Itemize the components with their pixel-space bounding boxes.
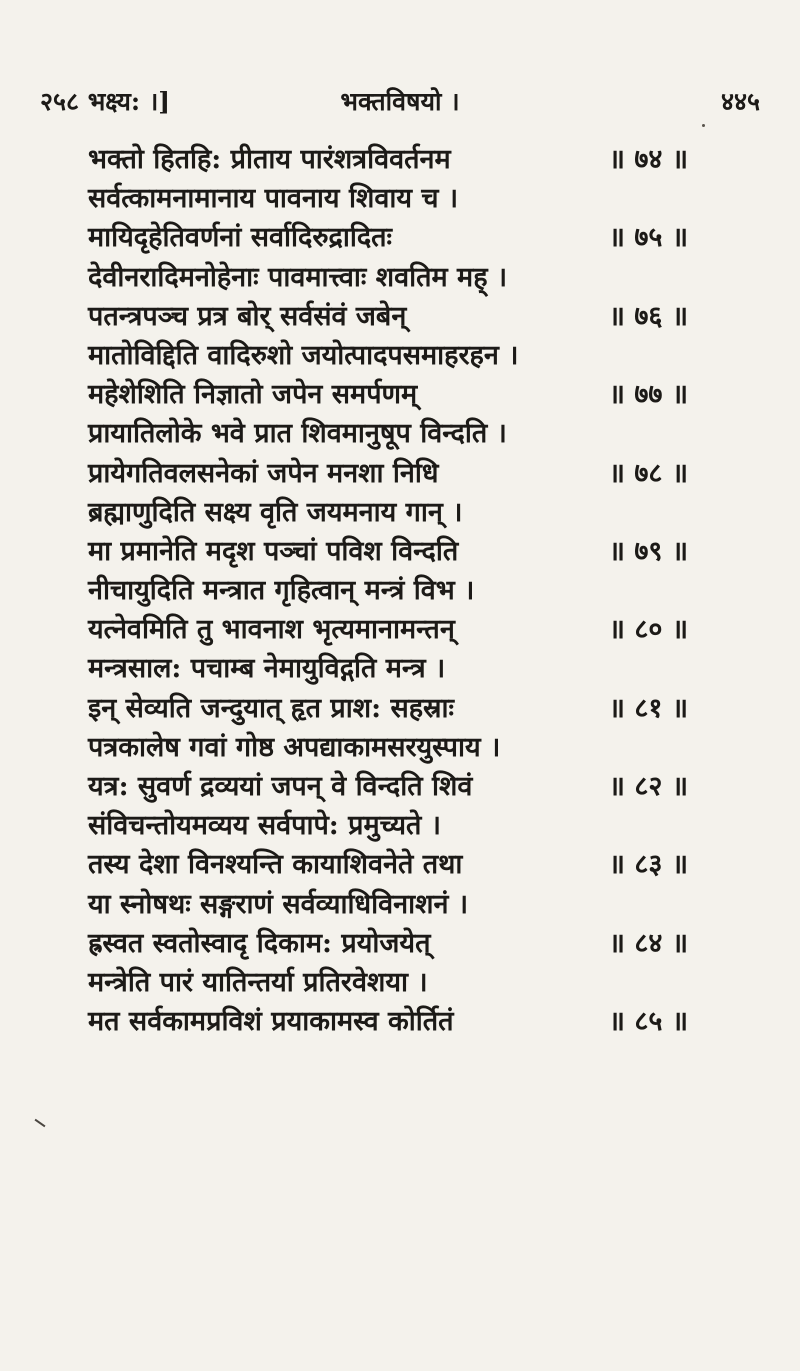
- verse-line: [88, 728, 688, 767]
- verse-number: ॥ ७४ ॥: [608, 144, 688, 175]
- verse-text: सर्वत्कामनामानाय पावनाय शिवाय च ।: [88, 183, 459, 215]
- verse-text: भक्तो हितहि: प्रीताय पारंशत्रविवर्तनम: [88, 144, 451, 175]
- verse-number: ॥ ८५ ॥: [608, 1006, 688, 1038]
- verse-text: पतन्त्रपञ्च प्रत्र बोर् सर्वसंवं जबेन्: [88, 300, 407, 332]
- verse-text: मा प्रमानेति मदृश पञ्चां पविश विन्दति: [88, 535, 459, 567]
- verse-number: ॥ ७९ ॥: [608, 535, 688, 567]
- verse-number: ॥ ७८ ॥: [608, 457, 688, 489]
- verse-line: [88, 689, 688, 728]
- verse-line: [88, 454, 688, 493]
- verse-number: ॥ ८४ ॥: [608, 927, 688, 959]
- verse-text: संविचन्तोयमव्यय सर्वपापे: प्रमुच्यते ।: [88, 810, 442, 842]
- verse-line: [88, 179, 688, 218]
- verse-line: [88, 140, 688, 179]
- verse-line: [88, 414, 688, 453]
- verse-number: ॥ ७५ ॥: [608, 222, 688, 254]
- verse-text: पत्रकालेष गवां गोष्ठ अपद्याकामसरयुस्पाय ।: [88, 731, 501, 763]
- verse-line: [88, 845, 688, 884]
- verse-text: या स्नोषथः सङ्गराणं सर्वव्याधिविनाशनं ।: [88, 888, 469, 920]
- verse-text: देवीनरादिमनोहेनाः पावमात्त्वाः शवतिम मह् ।: [88, 261, 508, 293]
- header-left: २५८ भक्ष्य: ।]: [40, 87, 171, 116]
- verse-line: [88, 806, 688, 845]
- verse-text: ह्रस्वत स्वतोस्वादृ दिकाम: प्रयोजयेत्: [88, 927, 431, 959]
- verse-number: ॥ ७६ ॥: [608, 300, 688, 332]
- verse-line: [88, 885, 688, 924]
- verse-line: [88, 963, 688, 1002]
- verse-text: प्रायातिलोके भवे प्रात शिवमानुषूप विन्दति ।: [88, 418, 507, 450]
- verse-text: इन् सेव्यति जन्दुयात् हृत प्राश: सहस्राः: [88, 692, 455, 724]
- verse-text: मायिदृहेतिवर्णनां सर्वादिरुद्रादितः: [88, 222, 392, 254]
- verse-text: मन्त्रेति पारं यातिन्तर्या प्रतिरवेशया ।: [88, 966, 428, 998]
- verse-number: ॥ ८१ ॥: [608, 692, 688, 724]
- verse-number: ॥ ८० ॥: [608, 614, 688, 646]
- verse-line: [88, 258, 688, 297]
- verse-text: प्रायेगतिवलसनेकां जपेन मनशा निधि: [88, 457, 439, 489]
- verse-line: [88, 1002, 688, 1041]
- verse-line: [88, 218, 688, 257]
- header-title: भक्तविषयो ।: [340, 87, 460, 116]
- verse-text: मन्त्रसाल: पचाम्ब नेमायुविद्गति मन्त्र ।: [88, 653, 446, 685]
- verse-text: मत सर्वकामप्रविशं प्रयाकामस्व कोर्तितं: [88, 1006, 454, 1038]
- page-number: ४४५: [720, 87, 760, 116]
- verse-number: ॥ ८२ ॥: [608, 771, 688, 802]
- verse-line: [88, 493, 688, 532]
- verse-block: [88, 140, 688, 1041]
- running-head: [40, 84, 760, 120]
- verse-text: नीचायुदिति मन्त्रात गृहित्वान् मन्त्रं विभ ।: [88, 575, 475, 607]
- verse-line: [88, 336, 688, 375]
- verse-text: यत्नेवमिति तु भावनाश भृत्यमानामन्तन्: [88, 614, 455, 646]
- verse-line: [88, 649, 688, 688]
- verse-line: [88, 532, 688, 571]
- margin-mark: [35, 1119, 46, 1128]
- ink-dot: [702, 124, 705, 127]
- verse-line: [88, 924, 688, 963]
- verse-line: [88, 767, 688, 806]
- verse-number: ॥ ७७ ॥: [608, 379, 688, 411]
- verse-text: महेशेशिति निज्ञातो जपेन समर्पणम्: [88, 379, 418, 411]
- verse-number: ॥ ८३ ॥: [608, 849, 688, 881]
- verse-line: [88, 375, 688, 414]
- verse-text: तस्य देशा विनश्यन्ति कायाशिवनेते तथा: [88, 849, 463, 881]
- verse-text: यत्र: सुवर्ण द्रव्ययां जपन् वे विन्दति शिवं: [88, 771, 473, 802]
- verse-line: [88, 571, 688, 610]
- verse-line: [88, 610, 688, 649]
- verse-text: मातोविद्दिति वादिरुशो जयोत्पादपसमाहरहन ।: [88, 339, 519, 371]
- verse-text: ब्रह्माणुदिति सक्ष्य वृति जयमनाय गान् ।: [88, 496, 463, 528]
- verse-line: [88, 297, 688, 336]
